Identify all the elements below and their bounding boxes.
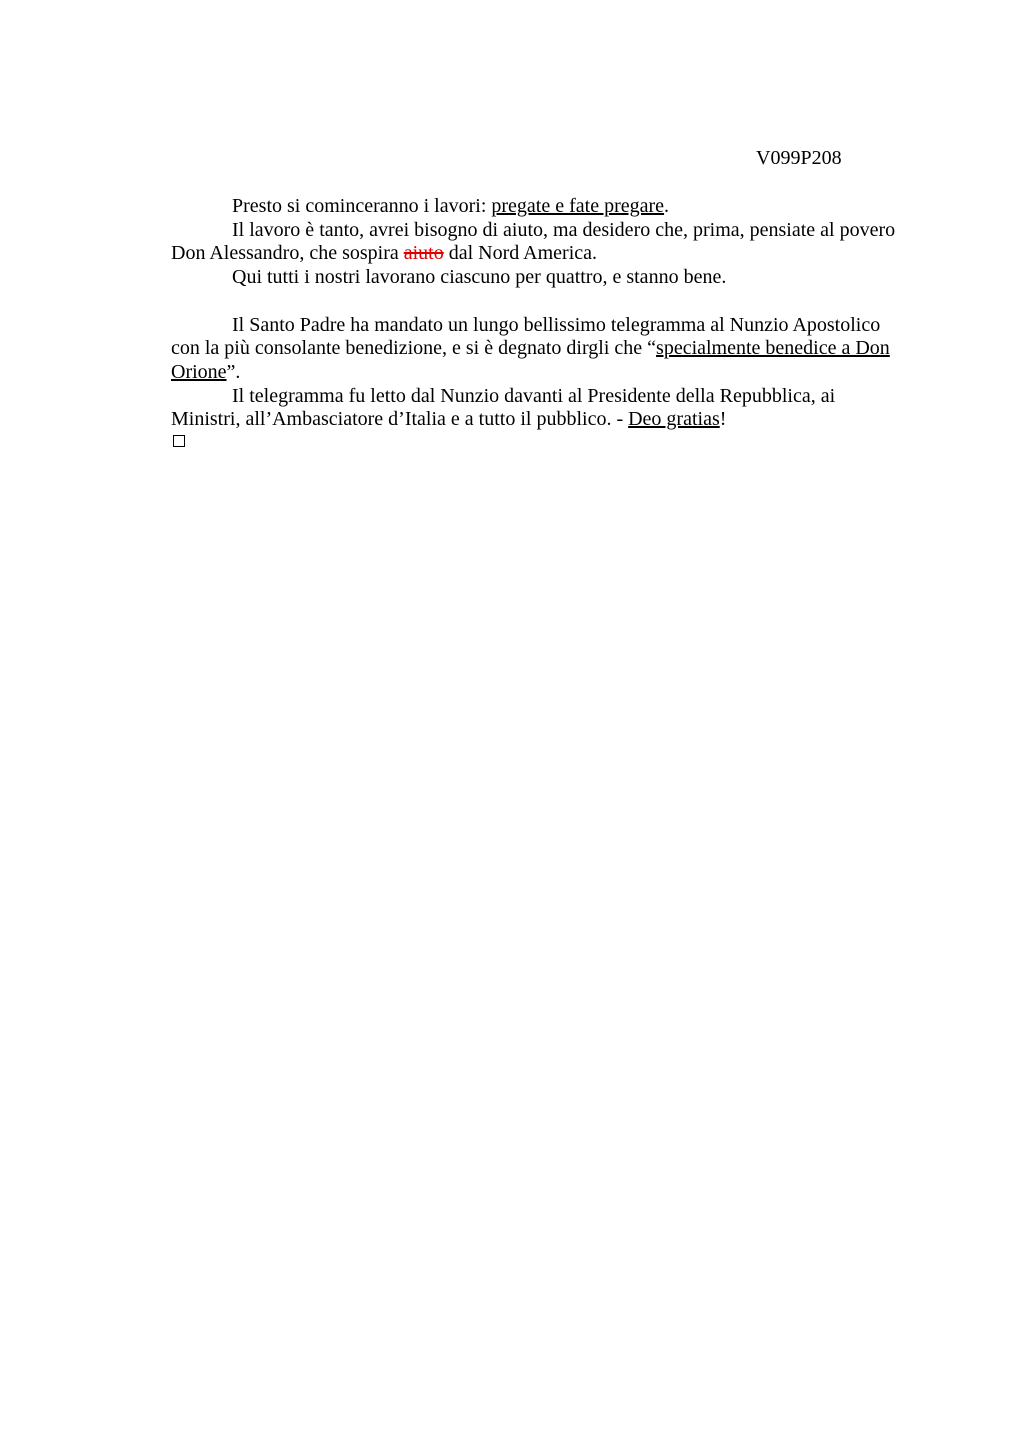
text-run: ”. [226, 360, 241, 383]
text-run: ! [719, 408, 727, 431]
text-run: Ministri, all’Ambasciatore d’Italia e a tutto il pubblico. - [171, 408, 629, 431]
underlined-text: Deo gratias [628, 408, 720, 431]
text-line: Il lavoro è tanto, avrei bisogno di aiuto, ma desidero che, prima, pensiate al povero [232, 218, 896, 241]
text-run: . [664, 195, 670, 217]
paragraph-santo-padre [171, 314, 931, 385]
paragraph-aiuto [171, 219, 931, 266]
paragraph-telegramma [171, 385, 931, 432]
text-line: Il telegramma fu letto dal Nunzio davanti al Presidente della Repubblica, ai [232, 384, 836, 407]
text-run: dal Nord America. [443, 242, 598, 265]
text-run: Presto si cominceranno i lavori: [232, 195, 492, 217]
text-run: Qui tutti i nostri lavorano ciascuno per quattro, e stanno bene. [232, 266, 727, 289]
paragraph-lavori [171, 195, 931, 219]
letter-body [171, 195, 931, 432]
paragraph-spacer [171, 290, 931, 314]
text-run: con la più consolante benedizione, e si è degnato dirgli che “ [171, 337, 657, 360]
empty-square-icon [173, 435, 185, 447]
underlined-text: specialmente benedice a Don [656, 337, 890, 360]
text-line: Il Santo Padre ha mandato un lungo bellissimo telegramma al Nunzio Apostolico [232, 313, 881, 336]
paragraph-quattro [171, 266, 931, 290]
underlined-text: Orione [171, 360, 227, 383]
deleted-word: aiuto [403, 242, 444, 265]
underlined-text: pregate e fate pregare [491, 195, 665, 217]
text-run: Don Alessandro, che sospira [171, 242, 404, 265]
page-id: V099P208 [756, 147, 842, 169]
